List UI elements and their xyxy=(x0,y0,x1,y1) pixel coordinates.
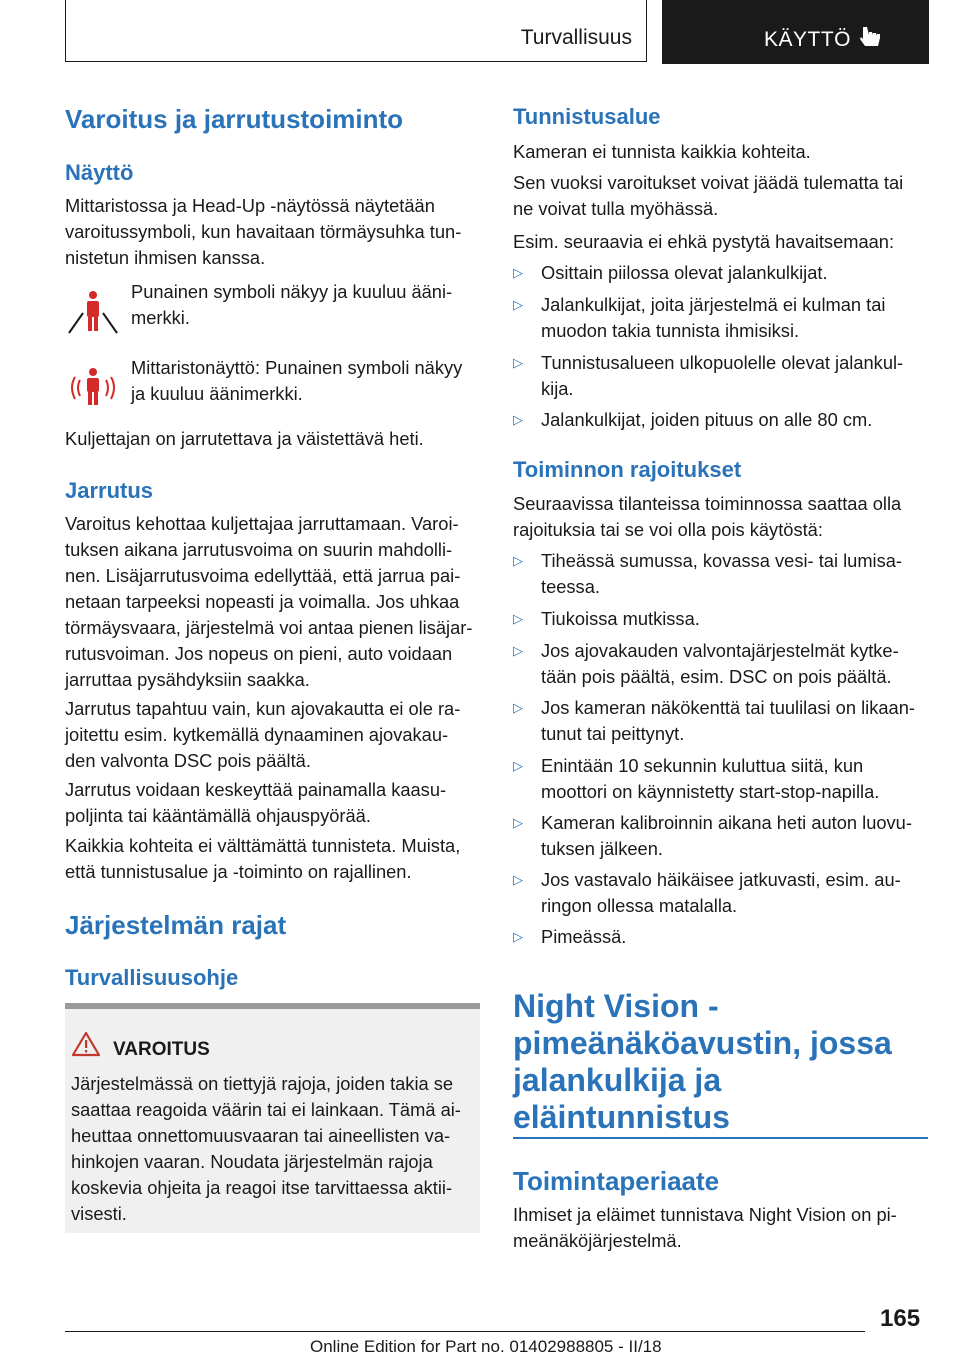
list-item-text: Jalankulkijat, joiden pituus on alle 80 cm. xyxy=(541,409,873,430)
title-rule xyxy=(513,1137,928,1139)
list-item-text: Jalankulkijat, joita järjestelmä ei kulman tai muodon takia tunnista ihmisiksi. xyxy=(541,294,886,341)
braking-paragraph-3: Jarrutus voidaan keskeyttää painamalla kaasu- poljinta tai kääntämällä ohjauspyörää. xyxy=(65,779,447,826)
subheading-display: Näyttö xyxy=(65,160,134,185)
list-item-text: Enintään 10 sekunnin kuluttua siitä, kun moottori on käynnistetty start-stop-napilla. xyxy=(541,755,880,802)
detection-paragraph-1: Kameran ei tunnista kaikkia kohteita. xyxy=(513,141,811,162)
bullet-marker: ▷ xyxy=(513,815,523,830)
pedestrian-warning-icon xyxy=(65,289,121,335)
list-item-text: Jos kameran näkökenttä tai tuulilasi on likaan- tunut tai peittynyt. xyxy=(541,697,915,744)
bullet-marker: ▷ xyxy=(513,611,523,626)
list-item-text: Osittain piilossa olevat jalankulkijat. xyxy=(541,262,828,283)
symbol-1-text: Punainen symboli näkyy ja kuuluu ääni- merkki. xyxy=(131,281,453,328)
bullet-marker: ▷ xyxy=(513,355,523,370)
driver-paragraph: Kuljettajan on jarrutettava ja väistettävä heti. xyxy=(65,428,424,449)
subheading-principle: Toimintaperiaate xyxy=(513,1166,720,1196)
bullet-marker: ▷ xyxy=(513,758,523,773)
braking-paragraph-2: Jarrutus tapahtuu vain, kun ajovakautta ei ole ra- joitettu esim. kytkemällä dynaaminen ajovakau- den valvonta DSC pois päältä. xyxy=(65,698,461,771)
chapter-title: KÄYTTÖ xyxy=(764,28,852,51)
warning-box xyxy=(65,1003,480,1233)
bullet-marker: ▷ xyxy=(513,297,523,312)
warning-title: VAROITUS xyxy=(113,1039,210,1060)
page-number: 165 xyxy=(880,1305,921,1332)
subheading-detection-area: Tunnistusalue xyxy=(513,104,661,129)
bullet-marker: ▷ xyxy=(513,872,523,887)
bullet-marker: ▷ xyxy=(513,700,523,715)
principle-paragraph: Ihmiset ja eläimet tunnistava Night Vision on pi- meänäköjärjestelmä. xyxy=(513,1204,897,1251)
footer-edition: Online Edition for Part no. 01402988805 - II/18 xyxy=(310,1337,662,1356)
braking-paragraph-4: Kaikkia kohteita ei välttämättä tunnisteta. Muista, että tunnistusalue ja -toiminto on rajallinen. xyxy=(65,835,461,882)
section-title: Turvallisuus xyxy=(520,26,632,49)
warning-triangle-icon xyxy=(71,1031,101,1057)
detection-paragraph-3: Esim. seuraavia ei ehkä pystytä havaitsemaan: xyxy=(513,231,895,252)
braking-paragraph-1: Varoitus kehottaa kuljettajaa jarruttamaan. Varoi- tuksen aikana jarrutusvoima on suurin mahdolli- nen. Lisäjarrutusvoima edellyttää, että jarrua pai- netaan tarpeeksi nopeasti ja voimalla. Jos uhkaa törmäysvaara, järjestelmä voi antaa pienen lisäjar- rutusvoiman. Jos nopeus on pieni, auto voidaan jarruttaa pysähdyksiin saakka. xyxy=(65,513,473,690)
section-heading-warning-braking: Varoitus ja jarrutustoiminto xyxy=(65,104,404,134)
section-heading-limits: Järjestelmän rajat xyxy=(65,910,287,940)
bullet-marker: ▷ xyxy=(513,265,523,280)
limits-paragraph: Seuraavissa tilanteissa toiminnossa saattaa olla rajoituksia tai se voi olla pois käytöstä: xyxy=(513,493,902,540)
section-tab xyxy=(65,0,647,62)
bullet-marker: ▷ xyxy=(513,643,523,658)
list-item-text: Tunnistusalueen ulkopuolelle olevat jalankul- kija. xyxy=(541,352,904,399)
pedestrian-sound-icon xyxy=(65,367,121,407)
hand-pointer-icon xyxy=(858,24,884,50)
subheading-braking: Jarrutus xyxy=(65,478,154,503)
list-item-text: Pimeässä. xyxy=(541,926,627,947)
subheading-safety: Turvallisuusohje xyxy=(65,965,239,990)
warning-text: Järjestelmässä on tiettyjä rajoja, joiden takia se saattaa reagoida väärin tai ei lainkaan. Tämä ai- heuttaa onnettomuusvaaran tai aineellisten va- hinkojen vaaran. Noudata järjestelmän rajoja koskevia ohjeita ja reagoi itse tarvittaessa aktii- visesti. xyxy=(71,1073,461,1224)
page-header xyxy=(65,0,929,64)
list-item-text: Kameran kalibroinnin aikana heti auton luovu- tuksen jälkeen. xyxy=(541,812,912,859)
display-paragraph: Mittaristossa ja Head-Up -näytössä näytetään varoitussymboli, kun havaitaan törmäysuhka tun- nistetun ihmisen kanssa. xyxy=(65,195,462,268)
bullet-marker: ▷ xyxy=(513,553,523,568)
list-item-text: Tiheässä sumussa, kovassa vesi- tai lumisa- teessa. xyxy=(541,550,903,597)
chapter-tab xyxy=(662,0,929,64)
section-title-night-vision: Night Vision - pimeänäköavustin, jossa jalankulkija ja eläintunnistus xyxy=(513,988,892,1135)
list-item-text: Tiukoissa mutkissa. xyxy=(541,608,700,629)
list-item-text: Jos ajovakauden valvontajärjestelmät kytke- tään pois päältä, esim. DSC on pois päältä. xyxy=(541,640,899,687)
bullet-marker: ▷ xyxy=(513,929,523,944)
list-item-text: Jos vastavalo häikäisee jatkuvasti, esim. au- ringon ollessa matalalla. xyxy=(541,869,901,916)
footer-rule xyxy=(65,1331,865,1332)
symbol-2-text: Mittaristonäyttö: Punainen symboli näkyy ja kuuluu äänimerkki. xyxy=(131,357,463,404)
bullet-marker: ▷ xyxy=(513,412,523,427)
detection-paragraph-2: Sen vuoksi varoitukset voivat jäädä tulematta tai ne voivat tulla myöhässä. xyxy=(513,172,904,219)
subheading-function-limits: Toiminnon rajoitukset xyxy=(513,457,742,482)
